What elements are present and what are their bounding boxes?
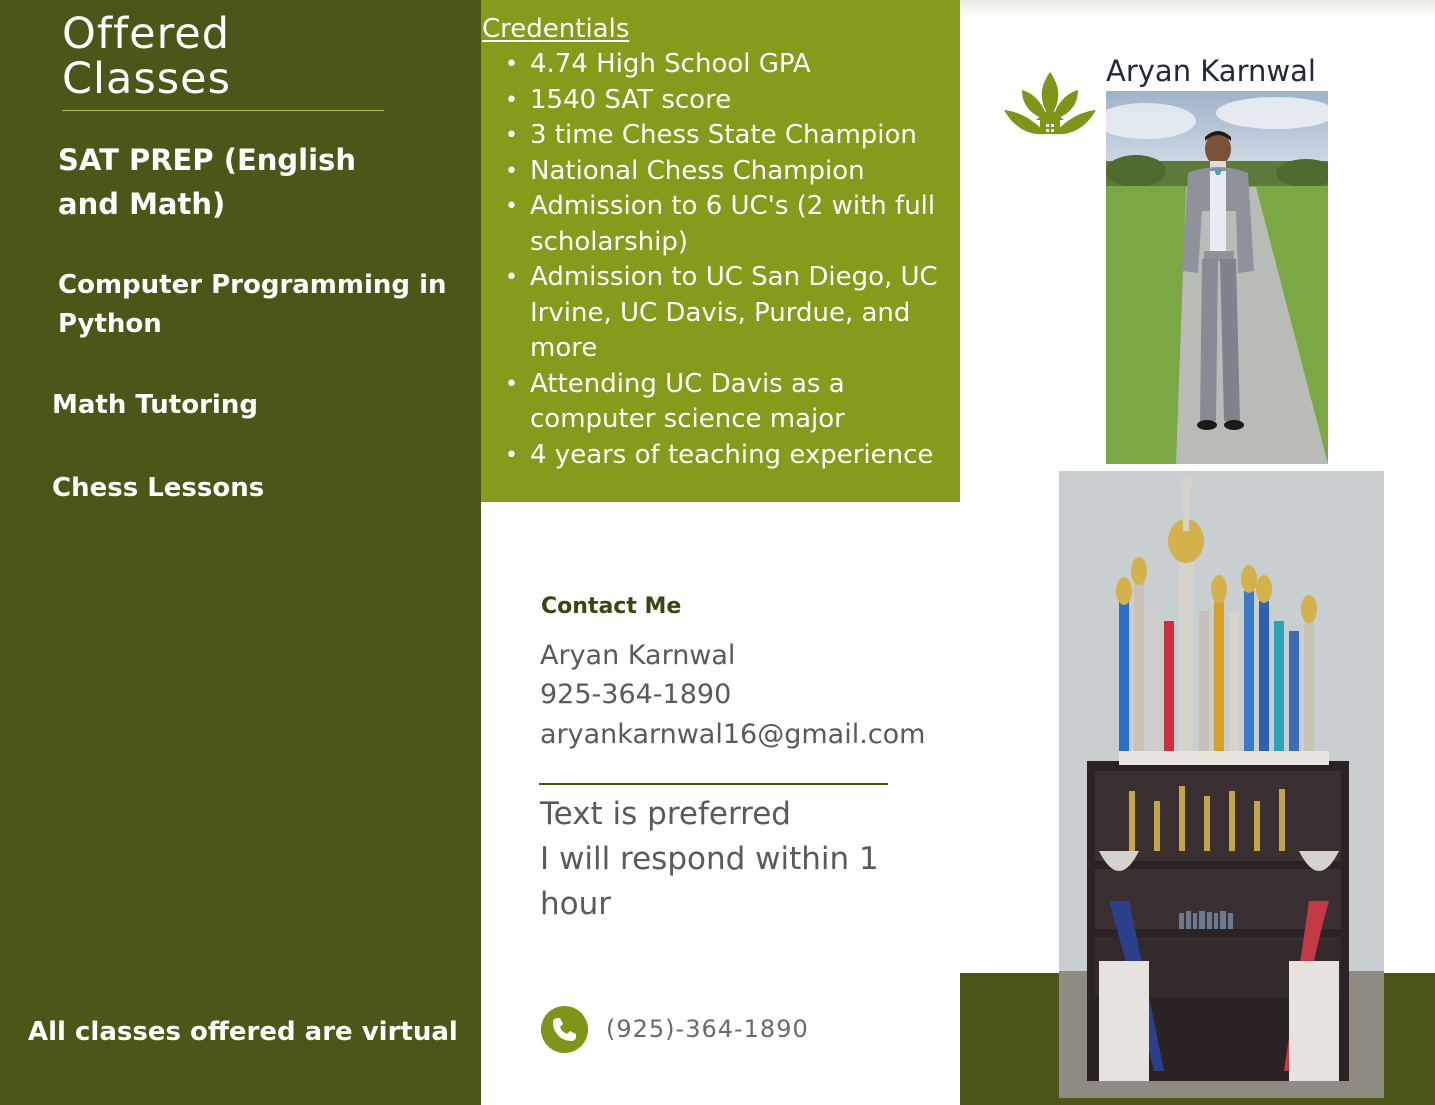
credential-item: • 3 time Chess State Champion (505, 118, 955, 154)
offered-classes-title: Offered Classes (62, 9, 231, 104)
class-item-chess-lessons: Chess Lessons (52, 473, 265, 503)
contact-title: Contact Me (541, 594, 682, 619)
credentials-panel (481, 0, 960, 502)
top-strip (960, 0, 1435, 20)
contact-phone: 925-364-1890 (540, 679, 732, 710)
portrait-photo (1106, 91, 1328, 464)
contact-divider (539, 783, 888, 785)
class-item-math-tutoring: Math Tutoring (52, 390, 258, 420)
credential-item: • Admission to UC San Diego, UC Irvine, UC Davis, Purdue, and more (505, 260, 955, 367)
credential-item: • National Chess Champion (505, 154, 955, 190)
profile-name: Aryan Karnwal (1106, 54, 1316, 88)
credential-item: • 4.74 High School GPA (505, 47, 955, 83)
contact-preference: Text is preferred (540, 796, 791, 832)
credential-item: • 1540 SAT score (505, 83, 955, 119)
response-time-note-end: hour (540, 886, 612, 922)
response-time-note: I will respond within 1 (540, 841, 879, 877)
class-item-sat-prep: SAT PREP (English and Math) (58, 143, 356, 221)
title-divider (62, 110, 384, 111)
credential-item: • Admission to 6 UC's (2 with full scholarship) (505, 189, 955, 260)
credential-item: • 4 years of teaching experience (505, 438, 955, 474)
credentials-title: Credentials (482, 14, 630, 44)
credential-item: • Attending UC Davis as a computer science major (505, 367, 955, 438)
offered-classes-panel (0, 0, 481, 1105)
credentials-list (505, 47, 955, 473)
class-item-python: Computer Programming in Python (58, 270, 447, 339)
phone-number: (925)-364-1890 (606, 1015, 809, 1043)
phone-icon (541, 1006, 588, 1053)
contact-name: Aryan Karnwal (540, 640, 736, 671)
trophies-photo (1059, 471, 1384, 1098)
contact-email: aryankarnwal16@gmail.com (540, 719, 926, 750)
lotus-house-icon (1000, 70, 1100, 142)
virtual-classes-note: All classes offered are virtual (28, 1017, 458, 1047)
